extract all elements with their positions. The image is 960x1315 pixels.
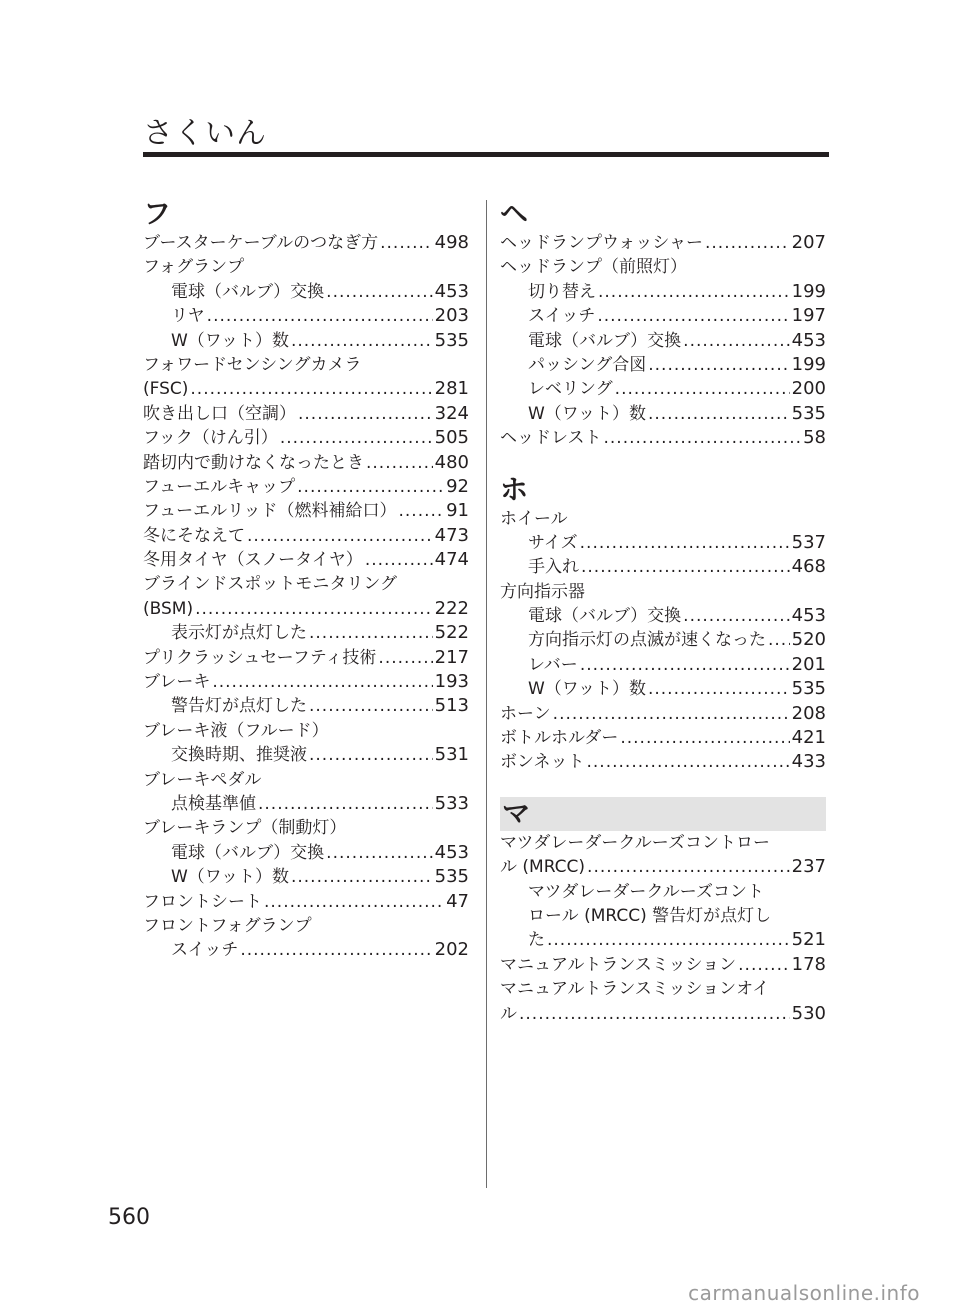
index-entry-page: 324	[434, 402, 469, 424]
index-entry	[143, 841, 469, 865]
watermark: carmanualsonline.info	[688, 1281, 920, 1305]
section-heading-he: ヘ	[500, 197, 529, 230]
index-entry	[143, 402, 469, 426]
entry-list	[500, 507, 826, 775]
dot-leader	[581, 555, 790, 579]
index-entry-page: 535	[434, 866, 469, 888]
dot-leader	[587, 750, 790, 774]
index-entry-text: フォグランプ	[143, 257, 245, 278]
index-entry-text: 冬にそなえて	[143, 525, 245, 546]
index-entry	[500, 653, 826, 677]
index-entry-text: 切り替え	[528, 281, 596, 302]
dot-leader	[298, 402, 433, 426]
dot-leader	[598, 280, 790, 304]
index-entry-text: W（ワット）数	[528, 403, 646, 424]
dot-leader	[366, 451, 433, 475]
index-entry-page: 203	[434, 305, 469, 327]
index-entry-page: 537	[791, 531, 826, 553]
index-entry-text: ボトルホルダー	[500, 728, 619, 749]
dot-leader	[378, 646, 432, 670]
index-entry	[500, 750, 826, 774]
dot-leader	[326, 280, 432, 304]
dot-leader	[291, 329, 433, 353]
section-heading-fu: フ	[143, 197, 172, 230]
index-entry-text: ロール (MRCC) 警告灯が点灯し	[528, 905, 772, 926]
index-entry-text: 電球（バルブ）交換	[171, 281, 325, 302]
right-column	[500, 197, 826, 1026]
index-entry-text: 方向指示器	[500, 581, 585, 602]
dot-leader	[597, 304, 789, 328]
index-entry-text: フロントシート	[143, 891, 262, 912]
index-entry-page: 421	[791, 727, 826, 749]
index-entry	[143, 572, 469, 596]
dot-leader	[264, 890, 444, 914]
index-entry	[143, 792, 469, 816]
dot-leader	[738, 953, 790, 977]
index-entry	[500, 855, 826, 879]
index-entry	[500, 953, 826, 977]
index-entry	[143, 694, 469, 718]
index-entry-page: 281	[434, 378, 469, 400]
index-entry-page: 520	[791, 629, 826, 651]
index-entry	[143, 670, 469, 694]
entry-list	[500, 231, 826, 451]
index-entry	[500, 580, 826, 604]
dot-leader	[648, 677, 790, 701]
index-entry-page: 207	[791, 232, 826, 253]
index-entry	[143, 499, 469, 523]
index-entry-text: W（ワット）数	[528, 679, 646, 700]
index-entry-text: フロントフォグランプ	[143, 915, 312, 936]
index-entry-page: 193	[434, 671, 469, 693]
index-entry-page: 199	[791, 353, 826, 375]
dot-leader	[309, 621, 433, 645]
dot-leader	[615, 377, 790, 401]
index-entry-text: 交換時期、推奨液	[171, 745, 307, 766]
dot-leader	[398, 499, 444, 523]
index-entry	[500, 604, 826, 628]
dot-leader	[580, 653, 790, 677]
page-number: 560	[108, 1205, 150, 1230]
index-entry-text: (BSM)	[143, 598, 194, 619]
index-entry-text: ヘッドランプウォッシャー	[500, 233, 703, 253]
index-entry	[143, 890, 469, 914]
index-entry	[500, 555, 826, 579]
index-entry-text: ブレーキペダル	[143, 769, 262, 790]
index-entry-text: リヤ	[171, 306, 205, 327]
section-heading-ma: マ	[500, 797, 826, 831]
index-entry	[143, 377, 469, 401]
index-entry-text: た	[528, 930, 545, 951]
index-entry-page: 200	[791, 378, 826, 400]
index-entry-page: 468	[791, 556, 826, 578]
dot-leader	[247, 524, 433, 548]
index-entry-page: 433	[791, 751, 826, 773]
index-entry-page: 453	[434, 280, 469, 302]
dot-leader	[326, 841, 432, 865]
index-entry-page: 217	[434, 646, 469, 668]
dot-leader	[207, 304, 433, 328]
index-entry	[143, 768, 469, 792]
dot-leader	[240, 938, 432, 962]
dot-leader	[519, 1002, 790, 1026]
index-entry	[500, 231, 826, 255]
index-entry-page: 178	[791, 953, 826, 975]
index-entry-text: ブレーキランプ（制動灯）	[143, 818, 347, 839]
index-entry-text: パッシング合図	[528, 354, 647, 375]
dot-leader	[580, 531, 790, 555]
dot-leader	[190, 377, 432, 401]
index-entry-text: 表示灯が点灯した	[171, 623, 307, 644]
index-entry-text: 冬用タイヤ（スノータイヤ）	[143, 550, 363, 571]
index-entry	[500, 928, 826, 952]
index-entry	[500, 904, 826, 928]
index-entry	[143, 329, 469, 353]
index-entry-text: ホイール	[500, 508, 568, 529]
index-entry	[500, 329, 826, 353]
column-divider	[486, 200, 487, 1188]
index-entry-text: マツダレーダークルーズコントロー	[500, 832, 770, 853]
index-entry	[500, 677, 826, 701]
index-entry-text: ブレーキ液（フルード）	[143, 720, 329, 741]
index-entry-page: 199	[791, 280, 826, 302]
dot-leader	[705, 231, 790, 255]
index-entry-page: 222	[434, 597, 469, 619]
index-entry-text: レバー	[528, 654, 578, 675]
index-entry-text: マニュアルトランスミッションオイ	[500, 979, 770, 1000]
index-entry-page: 202	[434, 939, 469, 961]
dot-leader	[291, 865, 433, 889]
index-entry-text: プリクラッシュセーフティ技術	[143, 647, 377, 668]
index-entry-page: 480	[434, 451, 469, 473]
index-entry-page: 531	[434, 744, 469, 766]
index-entry	[143, 938, 469, 962]
index-entry	[143, 304, 469, 328]
index-entry	[143, 743, 469, 767]
index-entry-text: ホーン	[500, 703, 551, 724]
index-entry-text: マニュアルトランスミッション	[500, 954, 737, 975]
index-entry	[500, 402, 826, 426]
index-entry	[500, 353, 826, 377]
index-entry-page: 453	[434, 841, 469, 863]
index-entry	[143, 280, 469, 304]
index-entry-page: 535	[791, 402, 826, 424]
index-entry-text: レベリング	[528, 379, 613, 400]
index-entry-page: 522	[434, 622, 469, 644]
dot-leader	[380, 231, 433, 255]
index-entry-page: 505	[434, 427, 469, 449]
index-entry-text: スイッチ	[528, 306, 596, 327]
index-entry-text: 点検基準値	[171, 793, 256, 814]
index-entry-text: ル	[500, 1003, 517, 1024]
dot-leader	[683, 329, 789, 353]
index-entry	[143, 865, 469, 889]
dot-leader	[648, 402, 790, 426]
index-entry	[143, 621, 469, 645]
dot-leader	[280, 426, 433, 450]
index-entry	[143, 548, 469, 572]
index-entry-page: 453	[791, 329, 826, 351]
dot-leader	[768, 628, 790, 652]
index-entry	[143, 426, 469, 450]
index-entry	[143, 231, 469, 255]
index-entry-page: 498	[434, 232, 469, 253]
index-entry	[500, 880, 826, 904]
index-entry-text: ブレーキ	[143, 672, 211, 693]
index-entry-text: マツダレーダークルーズコント	[528, 881, 764, 902]
index-entry-page: 533	[434, 792, 469, 814]
index-entry	[500, 280, 826, 304]
index-entry	[500, 255, 826, 279]
index-entry-text: 電球（バルブ）交換	[528, 606, 682, 627]
index-entry	[143, 451, 469, 475]
index-entry	[500, 831, 826, 855]
index-entry-text: 電球（バルブ）交換	[528, 330, 682, 351]
dot-leader	[195, 597, 433, 621]
entry-list	[500, 831, 826, 1026]
index-entry	[143, 524, 469, 548]
index-entry-text: ブースターケーブルのつなぎ方	[143, 233, 379, 253]
index-entry	[500, 977, 826, 1001]
dot-leader	[683, 604, 789, 628]
index-entry-text: ル (MRCC)	[500, 857, 586, 878]
section-heading-ho: ホ	[500, 472, 529, 506]
index-entry-text: (FSC)	[143, 379, 189, 400]
index-entry-page: 201	[791, 653, 826, 675]
section-gap	[500, 775, 826, 797]
index-entry	[143, 646, 469, 670]
dot-leader	[309, 743, 433, 767]
index-entry-text: W（ワット）数	[171, 867, 289, 888]
index-title: さくいん	[143, 116, 267, 151]
index-entry-text: 警告灯が点灯した	[171, 696, 307, 717]
index-entry-page: 473	[434, 524, 469, 546]
index-entry	[500, 426, 826, 450]
index-entry	[143, 719, 469, 743]
index-entry-text: サイズ	[528, 532, 578, 553]
index-entry	[143, 353, 469, 377]
index-entry-page: 474	[434, 549, 469, 571]
index-entry-text: 電球（バルブ）交換	[171, 842, 325, 863]
index-entry	[500, 628, 826, 652]
index-entry-page: 47	[446, 890, 469, 912]
index-entry-page: 513	[434, 695, 469, 717]
title-rule	[143, 152, 829, 157]
dot-leader	[553, 702, 790, 726]
index-entry-page: 521	[791, 929, 826, 951]
index-entry	[500, 304, 826, 328]
section-gap	[500, 451, 826, 473]
index-entry-text: ブラインドスポットモニタリング	[143, 574, 397, 595]
index-entry-text: フューエルリッド（燃料補給口）	[143, 501, 397, 522]
index-entry-page: 453	[791, 605, 826, 627]
dot-leader	[547, 928, 790, 952]
index-entry-text: フューエルキャップ	[143, 476, 296, 497]
index-entry	[500, 507, 826, 531]
index-entry	[143, 475, 469, 499]
index-entry	[143, 255, 469, 279]
left-column	[143, 197, 469, 963]
dot-leader	[258, 792, 433, 816]
index-entry-text: 踏切内で動けなくなったとき	[143, 452, 364, 473]
index-entry-text: スイッチ	[171, 940, 239, 961]
index-entry-page: 535	[791, 678, 826, 700]
index-entry	[143, 597, 469, 621]
dot-leader	[648, 353, 789, 377]
index-entry-page: 197	[791, 305, 826, 327]
index-entry-text: 手入れ	[528, 557, 579, 578]
index-entry	[500, 702, 826, 726]
index-entry-text: フック（けん引）	[143, 428, 278, 449]
index-entry-page: 92	[446, 475, 469, 497]
index-entry-page: 58	[803, 427, 826, 449]
index-entry	[143, 914, 469, 938]
index-entry-page: 91	[446, 500, 469, 522]
dot-leader	[297, 475, 444, 499]
dot-leader	[309, 694, 433, 718]
dot-leader	[587, 855, 790, 879]
dot-leader	[212, 670, 432, 694]
dot-leader	[365, 548, 433, 572]
index-entry-page: 530	[791, 1002, 826, 1024]
index-entry	[143, 816, 469, 840]
index-entry-text: ヘッドレスト	[500, 428, 602, 449]
dot-leader	[604, 426, 802, 450]
dot-leader	[620, 726, 789, 750]
index-entry-text: W（ワット）数	[171, 330, 289, 351]
index-entry-text: フォワードセンシングカメラ	[143, 354, 362, 375]
index-entry-page: 208	[791, 702, 826, 724]
index-entry	[500, 531, 826, 555]
index-entry	[500, 377, 826, 401]
index-entry-text: 吹き出し口（空調）	[143, 403, 296, 424]
index-entry-page: 237	[791, 856, 826, 878]
index-entry-page: 535	[434, 329, 469, 351]
index-entry-text: 方向指示灯の点滅が速くなった	[528, 630, 766, 651]
index-entry	[500, 726, 826, 750]
entry-list	[143, 231, 469, 963]
index-entry-text: ヘッドランプ（前照灯）	[500, 257, 687, 278]
index-entry	[500, 1002, 826, 1026]
index-entry-text: ボンネット	[500, 752, 585, 773]
